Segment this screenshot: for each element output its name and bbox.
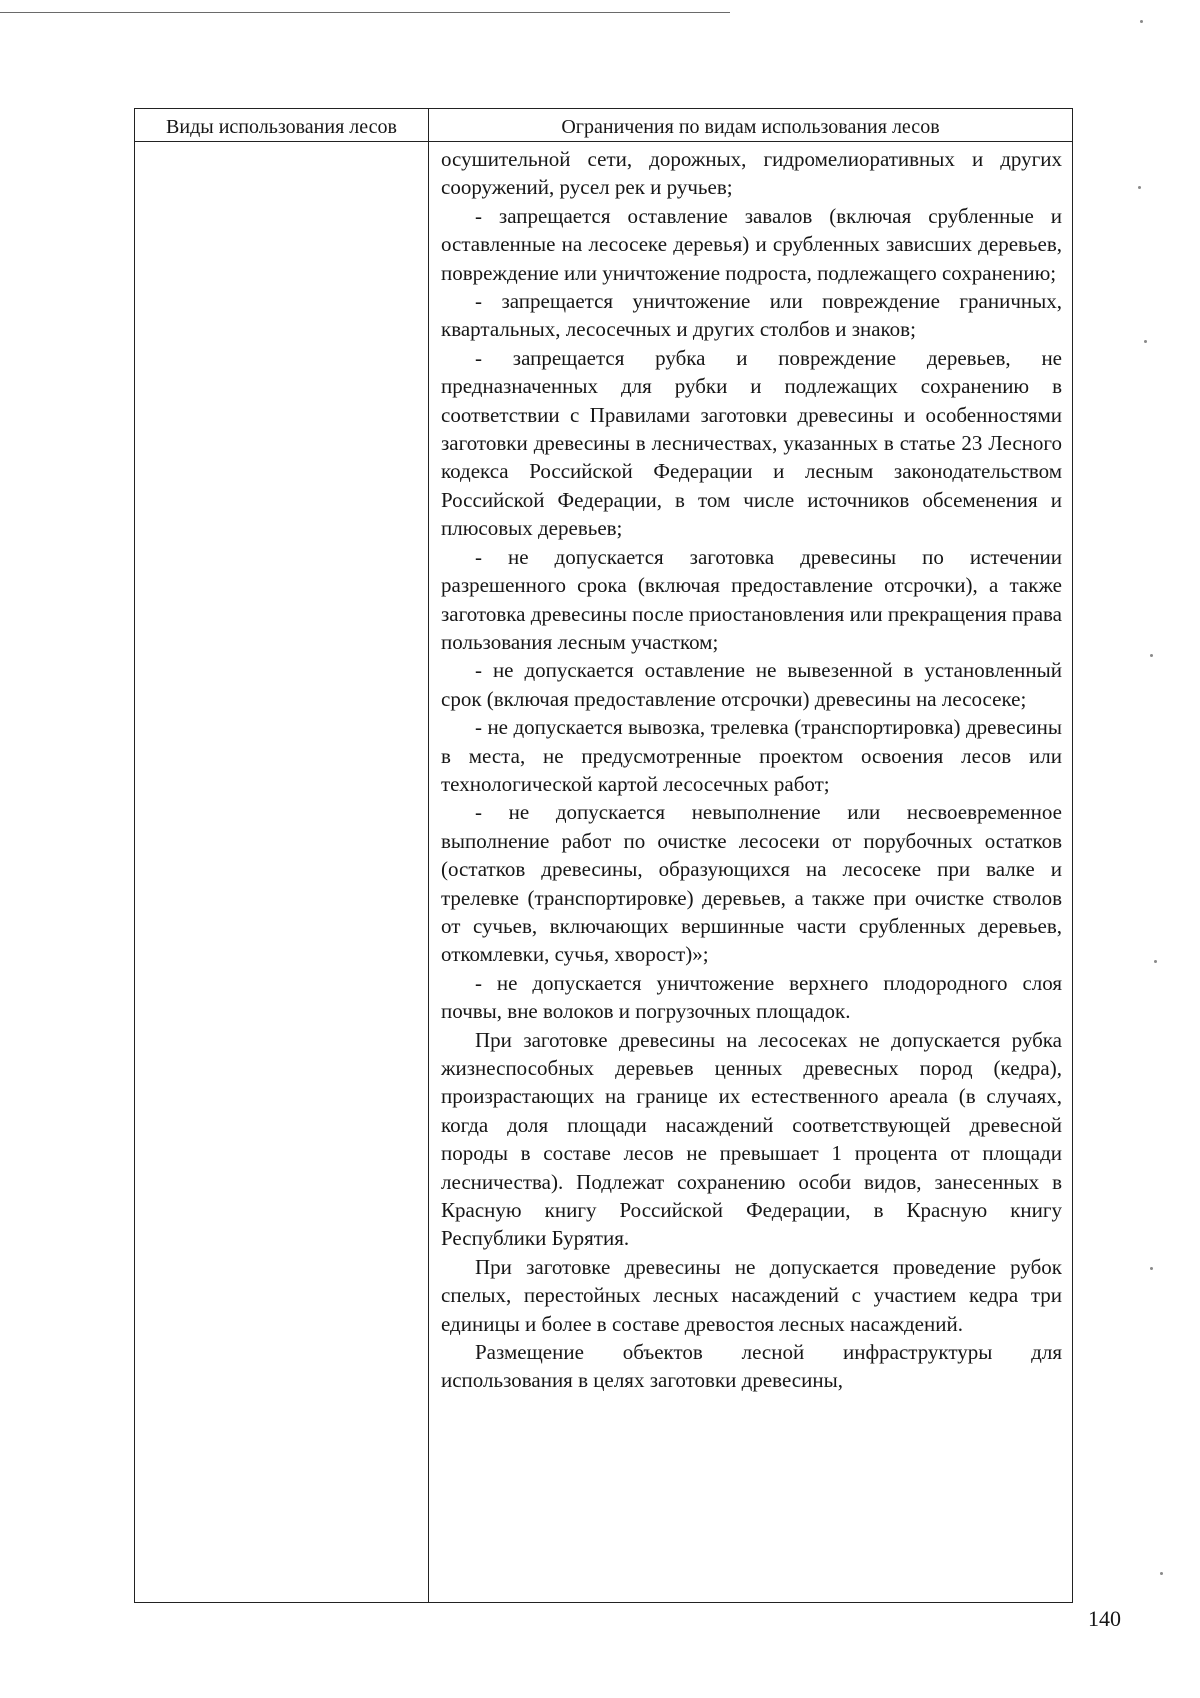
forest-use-type-cell	[135, 142, 429, 1603]
table-body-row	[135, 142, 1073, 1603]
restriction-paragraph: При заготовке древесины не допускается проведение рубок спелых, перестойных лесных насаждений с участием кедра три единицы и более в составе древостоя лесных насаждений.	[441, 1254, 1062, 1336]
restriction-paragraph: При заготовке древесины на лесосеках не допускается рубка жизнеспособных деревьев ценных древесных пород (кедра), произрастающих на границе их естественного ареала (в случаях, когда доля площади насаждений соответствующей древесной породы в составе лесов не превышает 1 процента от площади лесничества). Подлежат сохранению особи видов, занесенных в Красную книгу Российской Федерации, в Красную книгу Республики Бурятия.	[441, 1027, 1062, 1251]
restriction-paragraph: - запрещается рубка и повреждение деревьев, не предназначенных для рубки и подлежащих сохранению в соответствии с Правилами заготовки древесины и особенностями заготовки древесины в лесничествах, указанных в статье 23 Лесного кодекса Российской Федерации и лесным законодательством Российской Федерации, в том числе источников обсеменения и плюсовых деревьев;	[441, 345, 1062, 541]
scan-speck	[1150, 654, 1153, 657]
restriction-paragraph: - не допускается заготовка древесины по истечении разрешенного срока (включая предоставление отсрочки), а также заготовка древесины после приостановления или прекращения права пользования лесным участком;	[441, 544, 1062, 654]
header-forest-use-types: Виды использования лесов	[135, 109, 429, 142]
restriction-paragraph: - не допускается невыполнение или несвоевременное выполнение работ по очистке лесосеки от порубочных остатков (остатков древесины, образующихся на лесосеке при валке и трелевке (транспортировке) деревьев, а также при очистке стволов от сучьев, включающих вершинные части срубленных деревьев, откомлевки, сучья, хворост)»;	[441, 800, 1062, 967]
scan-speck	[1144, 340, 1147, 343]
restriction-paragraph: Размещение объектов лесной инфраструктуры для использования в целях заготовки древесины,	[441, 1340, 1062, 1393]
scan-edge-line	[0, 12, 730, 13]
restriction-paragraph: - запрещается уничтожение или повреждение граничных, квартальных, лесосечных и других столбов и знаков;	[441, 289, 1062, 342]
scan-speck	[1154, 960, 1157, 963]
scan-speck	[1150, 1267, 1153, 1270]
table-header-row	[135, 109, 1073, 142]
scan-speck	[1140, 20, 1143, 23]
restrictions-cell	[429, 142, 1073, 1603]
restriction-paragraph: осушительной сети, дорожных, гидромелиоративных и других сооружений, русел рек и ручьев;	[441, 147, 1062, 200]
page-number: 140	[1088, 1606, 1121, 1631]
restriction-paragraph: - не допускается уничтожение верхнего плодородного слоя почвы, вне волоков и погрузочных площадок.	[441, 970, 1062, 1024]
scan-speck	[1160, 1572, 1163, 1575]
header-restrictions: Ограничения по видам использования лесов	[429, 109, 1073, 142]
restriction-paragraph: - не допускается оставление не вывезенной в установленный срок (включая предоставление отсрочки) древесины на лесосеке;	[441, 658, 1062, 711]
restriction-paragraph: - не допускается вывозка, трелевка (транспортировка) древесины в места, не предусмотренные проектом освоения лесов или технологической картой лесосечных работ;	[441, 715, 1062, 796]
scan-speck	[1138, 186, 1141, 189]
restrictions-text	[429, 142, 1072, 1395]
restriction-paragraph: - запрещается оставление завалов (включая срубленные и оставленные на лесосеке деревья) и срубленных зависших деревьев, повреждение или уничтожение подроста, подлежащего сохранению;	[441, 203, 1062, 285]
restrictions-table	[134, 108, 1073, 1603]
